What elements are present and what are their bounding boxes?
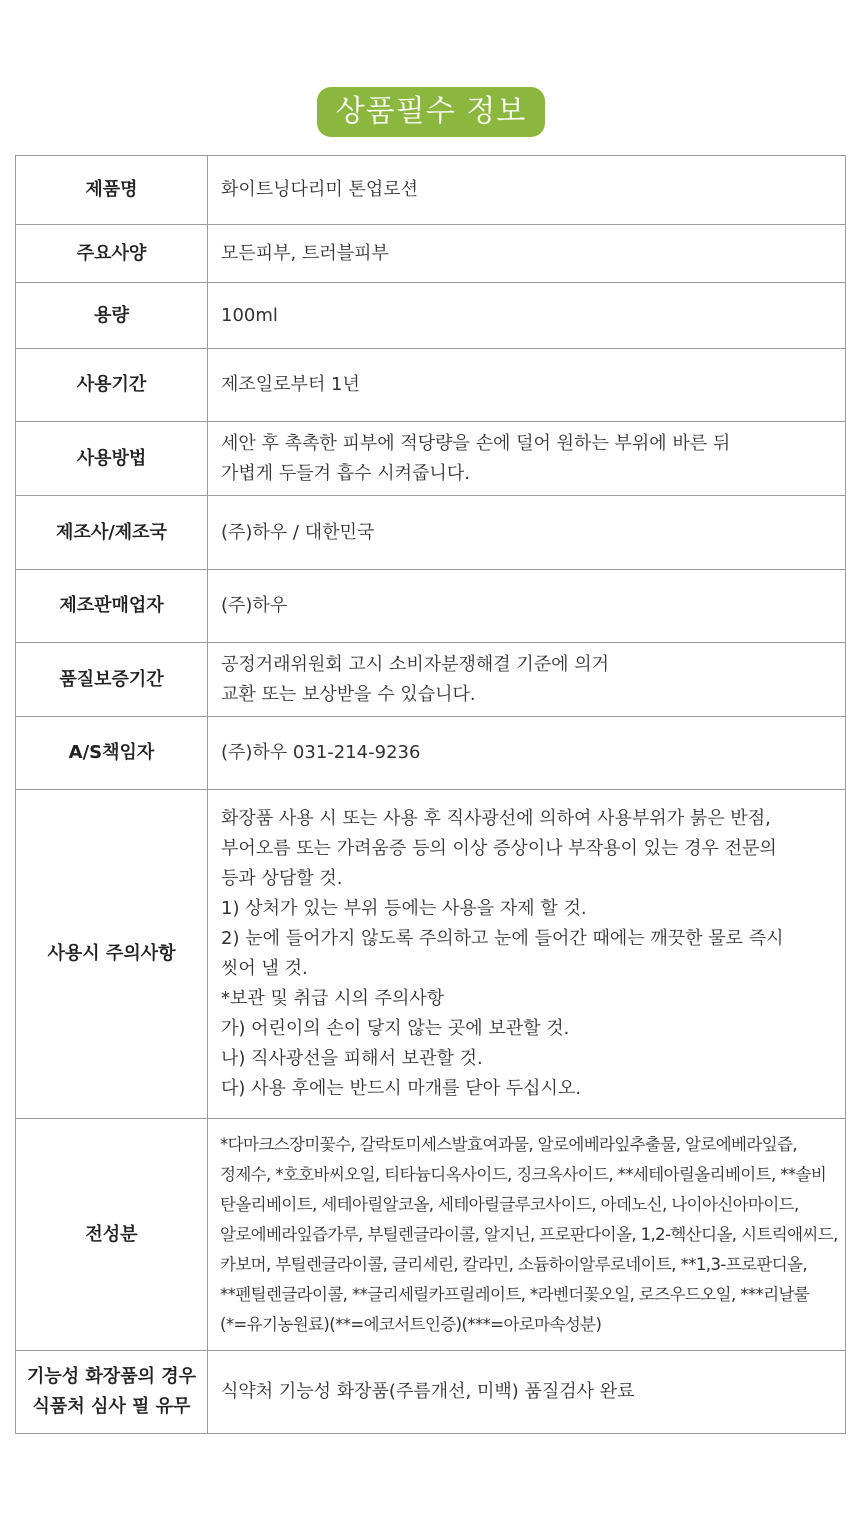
section-title-badge	[317, 87, 545, 137]
value-line: 등과 상담할 것.	[221, 868, 343, 889]
value-line: 제조일로부터 1년	[221, 374, 360, 395]
value-line: 100ml	[221, 304, 278, 326]
row-value	[208, 422, 846, 496]
row-value	[208, 283, 846, 349]
value-line: 세안 후 촉촉한 피부에 적당량을 손에 덜어 원하는 부위에 바른 뒤	[221, 432, 731, 454]
table-row	[16, 570, 846, 643]
row-value	[208, 156, 846, 225]
value-line: 1) 상처가 있는 부위 등에는 사용을 자제 할 것.	[221, 898, 587, 919]
value-line: (주)하우 / 대한민국	[221, 521, 375, 543]
value-line: 탄올리베이트, 세테아릴알코올, 세테아릴글루코사이드, 아데노신, 나이아신아마이드,	[220, 1194, 799, 1214]
value-line: 카보머, 부틸렌글라이콜, 글리세린, 칼라민, 소듐하이알루로네이트, **1,3-프로판디올,	[220, 1254, 808, 1274]
table-row	[16, 496, 846, 570]
row-label: 사용시 주의사항	[16, 790, 208, 1119]
row-value	[208, 643, 846, 717]
product-info-table	[15, 155, 846, 1434]
section-title: 상품필수 정보	[335, 94, 527, 129]
value-line: 2) 눈에 들어가지 않도록 주의하고 눈에 들어간 때에는 깨끗한 물로 즉시	[221, 928, 784, 949]
table-row	[16, 349, 846, 422]
row-label: 전성분	[16, 1119, 208, 1351]
row-label: 제조판매업자	[16, 570, 208, 643]
table-row	[16, 422, 846, 496]
row-value	[208, 790, 846, 1119]
value-line: 모든피부, 트러블피부	[221, 242, 389, 264]
row-label: 제품명	[16, 156, 208, 225]
row-value	[208, 717, 846, 790]
row-value	[208, 496, 846, 570]
value-line: 나) 직사광선을 피해서 보관할 것.	[221, 1048, 483, 1069]
table-row	[16, 1119, 846, 1351]
table-row	[16, 1351, 846, 1434]
value-line: 화장품 사용 시 또는 사용 후 직사광선에 의하여 사용부위가 붉은 반점,	[221, 808, 771, 829]
value-line: (주)하우	[221, 595, 288, 616]
row-value	[208, 349, 846, 422]
row-label: 품질보증기간	[16, 643, 208, 717]
value-line: 공정거래위원회 고시 소비자분쟁해결 기준에 의거	[221, 653, 610, 675]
value-line: 화이트닝다리미 톤업로션	[221, 179, 418, 200]
table-row	[16, 225, 846, 283]
table-row	[16, 643, 846, 717]
value-line: 식약처 기능성 화장품(주름개선, 미백) 품질검사 완료	[221, 1381, 635, 1402]
table-row	[16, 717, 846, 790]
value-line: *보관 및 취급 시의 주의사항	[221, 988, 445, 1009]
row-label: 용량	[16, 283, 208, 349]
value-line: 다) 사용 후에는 반드시 마개를 닫아 두십시오.	[221, 1078, 582, 1099]
row-value	[208, 570, 846, 643]
value-line: 가볍게 두들겨 흡수 시켜줍니다.	[221, 462, 470, 484]
table-row	[16, 790, 846, 1119]
table-row	[16, 156, 846, 225]
value-line: **펜틸렌글라이콜, **글리세릴카프릴레이트, *라벤더꽃오일, 로즈우드오일, ***리날룰	[220, 1284, 810, 1304]
value-line: (*=유기농원료)(**=에코서트인증)(***=아로마속성분)	[220, 1314, 602, 1334]
value-line: 씻어 낼 것.	[221, 958, 308, 979]
row-value	[208, 1119, 846, 1351]
row-label: A/S책임자	[16, 717, 208, 790]
row-label: 제조사/제조국	[16, 496, 208, 570]
row-label: 주요사양	[16, 225, 208, 283]
value-line: *다마크스장미꽃수, 갈락토미세스발효여과물, 알로에베라잎추출물, 알로에베라잎즙,	[220, 1134, 798, 1154]
row-value	[208, 225, 846, 283]
value-line: 알로에베라잎즙가루, 부틸렌글라이콜, 알지닌, 프로판다이올, 1,2-헥산디올, 시트릭애씨드,	[220, 1224, 838, 1244]
value-line: 정제수, *호호바씨오일, 티타늄디옥사이드, 징크옥사이드, **세테아릴올리베이트, **솔비	[220, 1164, 827, 1184]
value-line: (주)하우 031-214-9236	[221, 742, 421, 763]
row-label: 사용방법	[16, 422, 208, 496]
table-row	[16, 283, 846, 349]
value-line: 부어오름 또는 가려움증 등의 이상 증상이나 부작용이 있는 경우 전문의	[221, 838, 777, 859]
value-line: 교환 또는 보상받을 수 있습니다.	[221, 683, 476, 705]
value-line: 가) 어린이의 손이 닿지 않는 곳에 보관할 것.	[221, 1018, 570, 1039]
row-label: 기능성 화장품의 경우 식품처 심사 필 유무	[16, 1351, 208, 1434]
row-label: 사용기간	[16, 349, 208, 422]
row-value	[208, 1351, 846, 1434]
